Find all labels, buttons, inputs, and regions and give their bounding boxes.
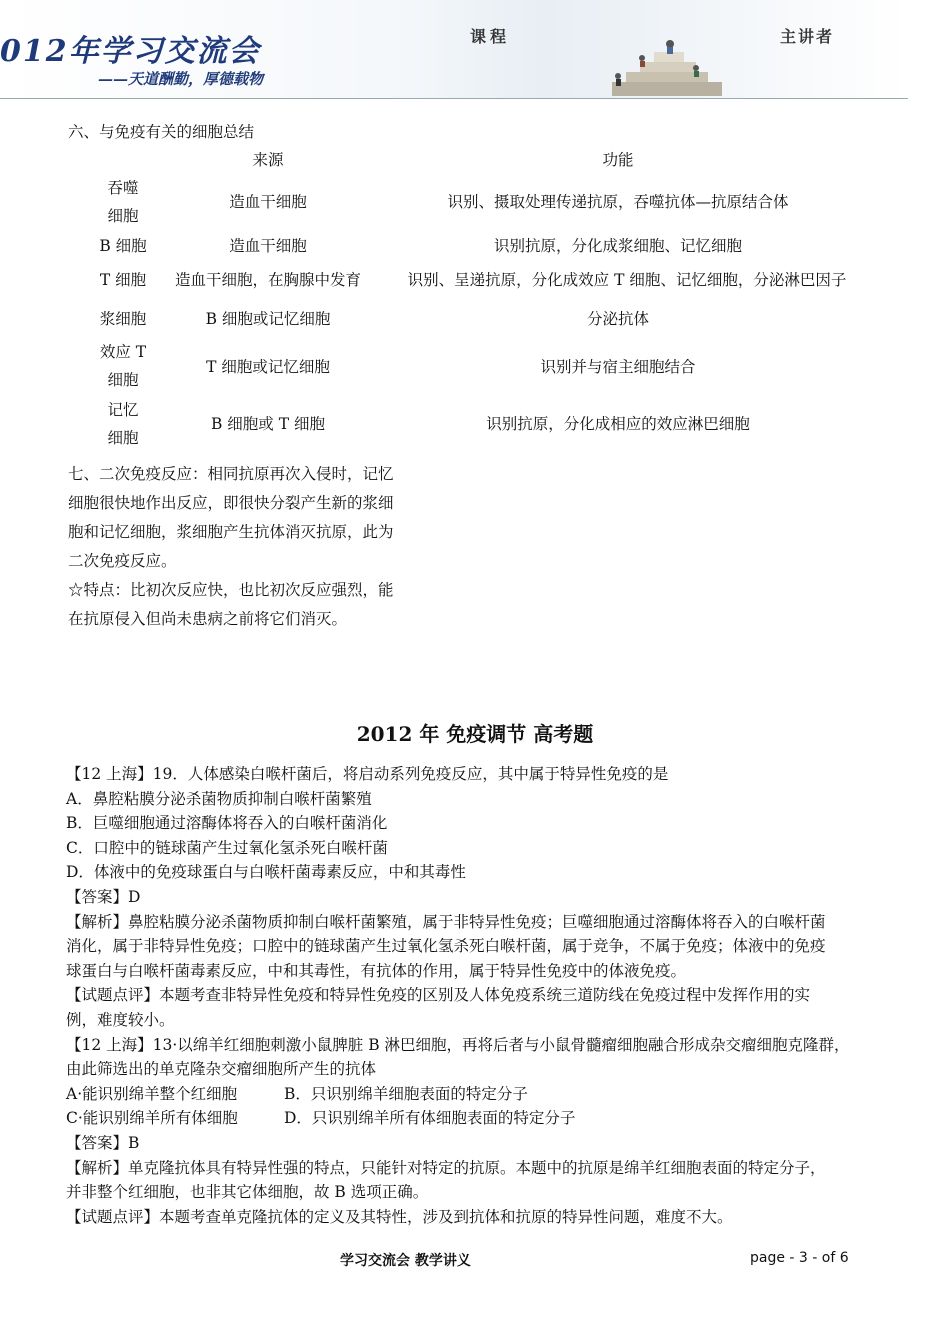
q2-stem: 【12 上海】13·以绵羊红细胞刺激小鼠脾脏 B 淋巴细胞，再将后者与小鼠骨髓瘤细胞融合形成杂交瘤细胞克隆群，	[66, 1035, 850, 1054]
q2-analysis: 并非整个红细胞，也非其它体细胞，故 B 选项正确。	[66, 1183, 429, 1202]
q1-analysis: 【解析】鼻腔粘膜分泌杀菌物质抑制白喉杆菌繁殖，属于非特异性免疫；巨噬细胞通过溶酶体将吞入的白喉杆菌	[66, 912, 826, 931]
footer-center: 学习交流会 教学讲义	[340, 1253, 471, 1269]
exam-heading: 2012 年 免疫调节 高考题	[356, 722, 594, 746]
cell-function: 识别、呈递抗原，分化成效应 T 细胞、记忆细胞，分泌淋巴因子	[407, 271, 847, 289]
cell-function: 识别、摄取处理传递抗原，吞噬抗体—抗原结合体	[447, 193, 789, 211]
stairs-illustration-icon	[612, 38, 722, 96]
q1-comment: 例，难度较小。	[66, 1010, 175, 1029]
q2-stem: 由此筛选出的单克隆杂交瘤细胞所产生的抗体	[66, 1060, 377, 1079]
header-course: 课程	[470, 27, 511, 46]
q1-answer: 【答案】D	[66, 887, 141, 906]
exam-body	[66, 762, 886, 1229]
q1-analysis: 消化，属于非特异性免疫；口腔中的链球菌产生过氧化氢杀死白喉杆菌，属于竞争，不属于免疫；体液中的免疫	[66, 937, 826, 956]
footer-page-number: page - 3 - of 6	[750, 1250, 849, 1266]
cell-name: 浆细胞	[99, 310, 147, 328]
cell-source: B 细胞或 T 细胞	[210, 415, 325, 433]
cell-source: 造血干细胞	[229, 237, 307, 255]
header-lecturer: 主讲者	[780, 27, 835, 46]
q2-options-row	[66, 1082, 886, 1107]
section7-line: 细胞很快地作出反应，即很快分裂产生新的浆细	[68, 494, 394, 512]
q2-comment: 【试题点评】本题考查单克隆抗体的定义及其特性，涉及到抗体和抗原的特异性问题，难度不大。	[66, 1207, 733, 1226]
cell-name: 细胞	[107, 429, 139, 447]
q2-answer: 【答案】B	[66, 1133, 140, 1152]
col-header-function: 功能	[602, 151, 634, 169]
cell-name: 记忆	[107, 401, 139, 419]
q1-option: B．巨噬细胞通过溶酶体将吞入的白喉杆菌消化	[66, 814, 388, 833]
cell-name: 细胞	[107, 371, 139, 389]
q2-analysis: 【解析】单克隆抗体具有特异性强的特点，只能针对特定的抗原。本题中的抗原是绵羊红细胞表面的特定分子，	[66, 1158, 826, 1177]
header-title: 012年学习交流会	[0, 34, 261, 69]
section7-line: 在抗原侵入但尚未患病之前将它们消灭。	[68, 610, 348, 628]
q1-comment: 【试题点评】本题考查非特异性免疫和特异性免疫的区别及人体免疫系统三道防线在免疫过程中发挥作用的实	[66, 986, 811, 1005]
col-header-source: 来源	[252, 151, 284, 169]
cell-function: 分泌抗体	[586, 310, 649, 328]
cell-function: 识别并与宿主细胞结合	[540, 358, 696, 376]
cell-name: 细胞	[107, 207, 139, 225]
q1-option: C．口腔中的链球菌产生过氧化氢杀死白喉杆菌	[66, 838, 388, 857]
q2-option-c: C·能识别绵羊所有体细胞	[66, 1109, 238, 1128]
section7-line: 胞和记忆细胞，浆细胞产生抗体消灭抗原，此为	[68, 523, 394, 541]
section6-title: 六、与免疫有关的细胞总结	[68, 123, 255, 141]
section7	[68, 460, 430, 634]
cell-name: B 细胞	[99, 237, 147, 255]
q2-option-b: B．只识别绵羊细胞表面的特定分子	[284, 1084, 528, 1103]
q1-analysis: 球蛋白与白喉杆菌毒素反应，中和其毒性，有抗体的作用，属于特异性免疫中的体液免疫。	[66, 961, 687, 980]
q2-option-a: A·能识别绵羊整个红细胞	[66, 1084, 238, 1103]
q1-stem: 【12 上海】19．人体感染白喉杆菌后，将启动系列免疫反应，其中属于特异性免疫的是	[66, 765, 669, 783]
cell-source: 造血干细胞	[229, 193, 307, 211]
cell-name: T 细胞	[99, 271, 147, 289]
cell-name: 吞噬	[107, 179, 139, 197]
page-header	[0, 0, 908, 99]
cell-function: 识别抗原，分化成相应的效应淋巴细胞	[486, 415, 750, 433]
cell-function: 识别抗原，分化成浆细胞、记忆细胞	[493, 237, 742, 255]
q1-option: D．体液中的免疫球蛋白与白喉杆菌毒素反应，中和其毒性	[66, 863, 466, 882]
section7-line: 七、二次免疫反应：相同抗原再次入侵时，记忆	[68, 465, 394, 483]
section7-line: ☆特点：比初次反应快，也比初次反应强烈，能	[68, 581, 394, 599]
cell-source: B 细胞或记忆细胞	[205, 310, 331, 328]
q2-options-row	[66, 1106, 886, 1131]
cell-source: 造血干细胞，在胸腺中发育	[174, 271, 361, 289]
q2-option-d: D．只识别绵羊所有体细胞表面的特定分子	[284, 1109, 576, 1128]
header-subtitle: ——天道酬勤，厚德载物	[98, 70, 264, 88]
cell-source: T 细胞或记忆细胞	[206, 358, 330, 376]
cell-name: 效应 T	[99, 343, 147, 361]
section7-line: 二次免疫反应。	[68, 552, 177, 570]
q1-option: A．鼻腔粘膜分泌杀菌物质抑制白喉杆菌繁殖	[66, 789, 372, 808]
